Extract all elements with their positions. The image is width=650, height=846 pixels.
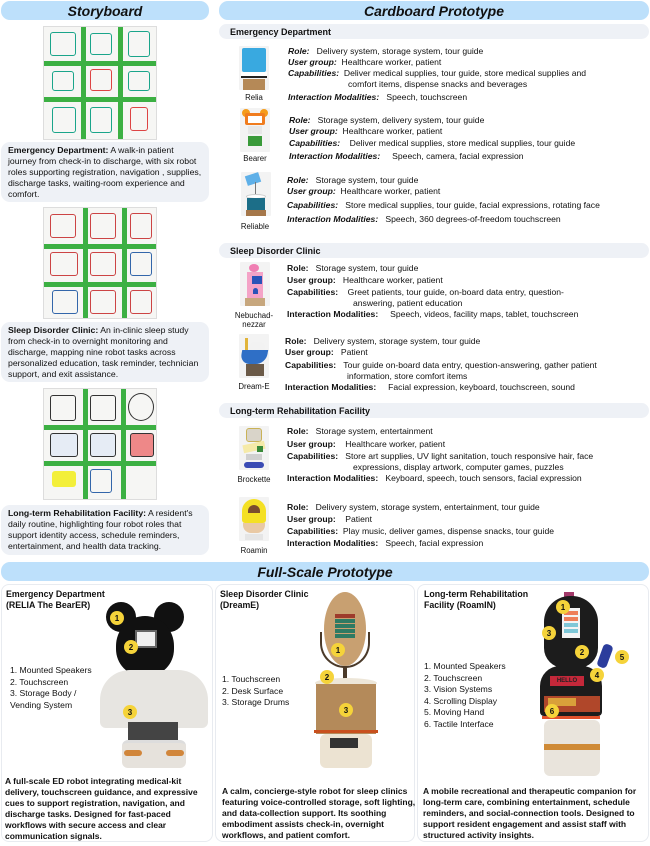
robot-user-group: User group: Healthcare worker, patient — [288, 57, 442, 67]
robot-capabilities: Capabilities: Play music, deliver games, dispense snacks, tour guide — [287, 526, 555, 536]
callout-badge: 2 — [320, 670, 334, 684]
storyboard-caption-heading: Emergency Department: — [8, 145, 109, 155]
robot-name: Dream-E — [238, 382, 270, 391]
storyboard-image-emergency — [43, 26, 157, 140]
robot-capabilities: Capabilities: Store art supplies, UV light sanitation, touch responsive hair, face — [287, 451, 594, 461]
scrolling-display: HELLO — [550, 676, 584, 686]
callout-badge: 1 — [110, 611, 124, 625]
robot-role: Role: Delivery system, storage system, tour guide — [288, 46, 484, 56]
robot-thumb-bearer — [240, 108, 270, 152]
storyboard-caption-text: An in-clinic sleep study from check-in to overnight monitoring and discharge, mapping nine robot tasks across personalized education, task reminder, technician support, and exit assistance. — [8, 325, 199, 379]
robot-user-group: User group: Patient — [285, 347, 368, 357]
callout-badge: 2 — [575, 645, 589, 659]
callout-badge: 1 — [556, 600, 570, 614]
feature-list: 1. Mounted Speakers 2. Touchscreen 3. Storage Body / Vending System — [10, 665, 92, 710]
robot-capabilities: Capabilities: Greet patients, tour guide, on-board data entry, question- — [287, 287, 564, 297]
storyboard-caption-sleep — [1, 322, 209, 382]
fullscale-panel-title: Long-term Rehabilitation Facility (RoamIN) — [424, 589, 529, 610]
robot-role: Role: Storage system, tour guide — [287, 263, 419, 273]
robot-capabilities-cont: comfort items, dispense snacks and beverages — [348, 79, 528, 89]
callout-badge: 3 — [123, 705, 137, 719]
robot-name: Brockette — [237, 475, 271, 484]
storyboard-caption-rehab — [1, 505, 209, 555]
robot-modalities: Interaction Modalities: Speech, touchscreen — [288, 92, 468, 102]
section-title: Emergency Department — [230, 26, 332, 37]
robot-user-group: User group: Healthcare worker, patient — [289, 126, 443, 136]
cardboard-section-sleep — [219, 243, 649, 258]
cardboard-section-rehab — [219, 403, 649, 418]
fullscale-description: A mobile recreational and therapeutic companion for long-term care, combining entertainment, schedule reminders, and social-connection tools. Designed to support resident engagement and assist staff with structured activity insights. — [423, 786, 637, 840]
robot-thumb-dream-e — [239, 334, 269, 378]
callout-badge: 6 — [545, 704, 559, 718]
fullscale-header — [1, 562, 649, 581]
callout-badge: 4 — [590, 668, 604, 682]
robot-capabilities: Capabilities: Tour guide on-board data entry, question-answering, gather patient — [285, 360, 597, 370]
section-title: Long-term Rehabilitation Facility — [230, 405, 371, 416]
storyboard-caption-text: A resident's daily routine, highlighting four robot roles that support identity access, schedule reminders, entertainment, and health data tracking. — [8, 508, 193, 551]
cardboard-header — [219, 1, 649, 20]
robot-modalities: Interaction Modalities: Speech, videos, facility maps, tablet, touchscreen — [287, 309, 579, 319]
storyboard-caption-heading: Sleep Disorder Clinic: — [8, 325, 99, 335]
section-title: Sleep Disorder Clinic — [230, 245, 321, 256]
robot-capabilities: Capabilities: Store medical supplies, tour guide, facial expressions, rotating face — [287, 200, 600, 210]
storyboard-title: Storyboard — [67, 2, 143, 19]
cardboard-title: Cardboard Prototype — [363, 2, 504, 19]
callout-badge: 1 — [331, 643, 345, 657]
robot-modalities: Interaction Modalities: Speech, 360 degrees-of-freedom touchscreen — [287, 214, 561, 224]
robot-name: Nebuchad- nezzar — [234, 311, 274, 329]
robot-photo-relia-bearer — [100, 600, 210, 770]
robot-thumb-brockette — [239, 426, 269, 470]
callout-badge: 5 — [615, 650, 629, 664]
storyboard-caption-heading: Long-term Rehabilitation Facility: — [8, 508, 147, 518]
robot-modalities: Interaction Modalities: Keyboard, speech, touch sensors, facial expression — [287, 473, 582, 483]
robot-user-group: User group: Healthcare worker, patient — [287, 275, 443, 285]
robot-role: Role: Storage system, delivery system, tour guide — [289, 115, 485, 125]
storyboard-image-sleep — [43, 207, 157, 319]
callout-badge: 2 — [124, 640, 138, 654]
feature-list: 1. Touchscreen 2. Desk Surface 3. Storage Drums — [222, 674, 290, 707]
robot-thumb-relia — [239, 46, 269, 90]
storyboard-header — [1, 1, 209, 20]
robot-modalities: Interaction Modalities: Facial expression, keyboard, touchscreen, sound — [285, 382, 575, 392]
storyboard-caption-text: A walk-in patient journey from check-in to discharge, with six robot roles supporting registration, navigation , supplies, discharge tasks, waiting-room experience and comfort. — [8, 145, 202, 199]
robot-modalities: Interaction Modalities: Speech, camera, facial expression — [289, 151, 524, 161]
robot-user-group: User group: Healthcare worker, patient — [287, 439, 446, 449]
robot-name: Relia — [245, 93, 263, 102]
fullscale-description: A calm, concierge-style robot for sleep clinics featuring voice-controlled storage, soft lighting, and data-collection support. Its soothing embodiment assists check-in, overnight workflows, and patient comfort. — [222, 786, 416, 840]
robot-user-group: User group: Patient — [287, 514, 373, 524]
robot-thumb-nebuchadnezzar — [240, 262, 270, 306]
robot-user-group: User group: Healthcare worker, patient — [287, 186, 441, 196]
robot-name: Roamin — [240, 546, 268, 555]
robot-name: Bearer — [243, 154, 267, 163]
fullscale-title: Full-Scale Prototype — [257, 563, 393, 580]
fullscale-panel-title: Sleep Disorder Clinic (DreamE) — [220, 589, 309, 610]
robot-role: Role: Delivery system, storage system, tour guide — [285, 336, 481, 346]
robot-capabilities-cont: information, store comfort items — [347, 371, 468, 381]
robot-thumb-roamin — [239, 497, 269, 541]
robot-role: Role: Storage system, tour guide — [287, 175, 419, 185]
robot-capabilities-cont: answering, patient education — [353, 298, 463, 308]
storyboard-image-rehab — [43, 388, 157, 500]
robot-modalities: Interaction Modalities: Speech, facial expression — [287, 538, 484, 548]
feature-list: 1. Mounted Speakers 2. Touchscreen 3. Vision Systems 4. Scrolling Display 5. Moving Hand 6. Tactile Interface — [424, 661, 506, 729]
storyboard-caption-emergency — [1, 142, 209, 202]
robot-capabilities: Capabilities: Deliver medical supplies, store medical supplies, tour guide — [289, 138, 576, 148]
fullscale-description: A full-scale ED robot integrating medical-kit delivery, touchscreen guidance, and expressive cues to support registration, navigation, and discharge tasks. Designed for fast-paced workflows with secure access and clear communication signals. — [5, 776, 198, 841]
robot-name: Reliable — [240, 222, 270, 231]
robot-role: Role: Delivery system, storage system, entertainment, tour guide — [287, 502, 540, 512]
robot-capabilities-cont: expressions, display artwork, computer games, puzzles — [353, 462, 564, 472]
callout-badge: 3 — [542, 626, 556, 640]
robot-capabilities: Capabilities: Deliver medical supplies, tour guide, store medical supplies and — [288, 68, 587, 78]
robot-thumb-reliable — [241, 172, 271, 216]
callout-badge: 3 — [339, 703, 353, 717]
cardboard-section-emergency — [219, 24, 649, 39]
robot-role: Role: Storage system, entertainment — [287, 426, 433, 436]
fullscale-panel-title: Emergency Department (RELIA The BearER) — [6, 589, 105, 610]
robot-photo-roamin — [540, 592, 640, 782]
